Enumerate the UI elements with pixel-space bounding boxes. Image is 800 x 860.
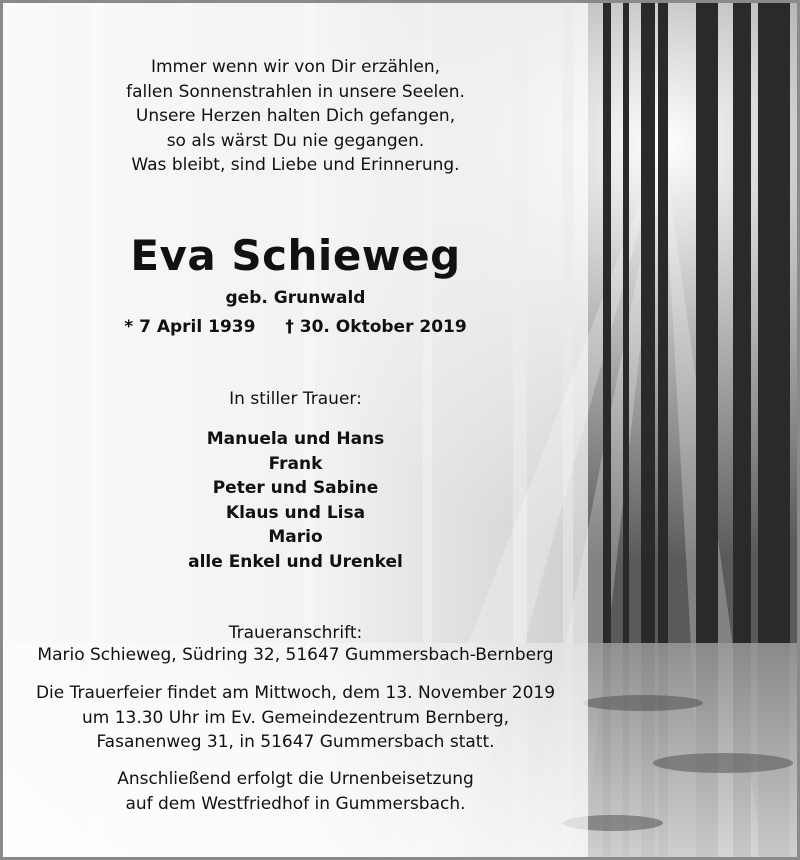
poem-line: Was bleibt, sind Liebe und Erinnerung. <box>131 155 460 176</box>
burial-line: Anschließend erfolgt die Urnenbeisetzung <box>117 769 474 789</box>
poem-line: so als wärst Du nie gegangen. <box>166 130 425 151</box>
poem-line: Immer wenn wir von Dir erzählen, <box>150 57 441 77</box>
mourner-name: Klaus und Lisa <box>225 502 366 523</box>
address-label: Traueranschrift: <box>228 623 363 643</box>
service-line: um 13.30 Uhr im Ev. Gemeindezentrum Bernberg, <box>81 707 510 728</box>
mourner-name: Frank <box>268 453 323 474</box>
mourner-name: alle Enkel und Urenkel <box>188 551 403 572</box>
death-date: † 30. Oktober 2019 <box>285 317 467 337</box>
poem-line: Unsere Herzen halten Dich gefangen, <box>135 106 456 127</box>
service-info <box>3 681 588 755</box>
birth-date: * 7 April 1939 <box>124 317 256 337</box>
maiden-name: geb. Grunwald <box>225 288 366 308</box>
mourner-name: Mario <box>268 527 323 547</box>
address-value: Mario Schieweg, Südring 32, 51647 Gummersbach-Bernberg <box>37 645 554 665</box>
mourner-list <box>3 427 588 574</box>
poem-line: fallen Sonnenstrahlen in unsere Seelen. <box>126 81 465 102</box>
mourner-name: Peter und Sabine <box>212 478 379 498</box>
burial-line: auf dem Westfriedhof in Gummersbach. <box>125 793 466 814</box>
service-line: Fasanenweg 31, in 51647 Gummersbach statt. <box>96 732 495 752</box>
deceased-name: Eva Schieweg <box>130 231 461 280</box>
service-line: Die Trauerfeier findet am Mittwoch, dem 13. November 2019 <box>35 683 556 703</box>
mourner-name: Manuela und Hans <box>206 429 385 449</box>
burial-info <box>3 767 588 816</box>
mourning-heading: In stiller Trauer: <box>229 389 362 409</box>
poem <box>3 55 588 178</box>
life-dates <box>3 317 588 337</box>
